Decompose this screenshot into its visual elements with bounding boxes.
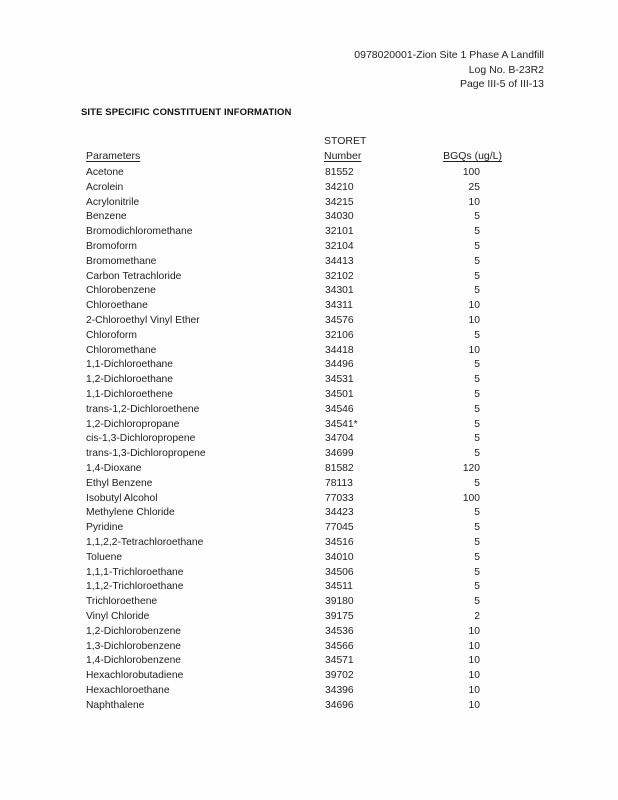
bgq-value: 10 [468,196,480,208]
bgq-value: 5 [474,285,480,297]
storet-number: 77033 [325,492,354,504]
table-row [0,329,618,344]
parameter-name: Chlorobenzene [86,285,156,297]
bgq-value: 25 [468,181,480,193]
table-row [0,358,618,373]
storet-number: 34301 [325,285,354,297]
parameter-name: Bromomethane [86,255,157,267]
storet-number: 34311 [325,300,353,312]
section-title: SITE SPECIFIC CONSTITUENT INFORMATION [81,107,292,118]
bgq-value: 5 [474,211,480,223]
parameter-name: Acrylonitrile [86,196,140,208]
table-row [0,270,618,285]
storet-label-line1: STORET [324,135,367,147]
storet-number: 34418 [325,344,354,356]
parameter-name: Pyridine [86,522,124,534]
storet-number: 32106 [325,329,354,341]
table-row [0,418,618,433]
parameter-name: Isobutyl Alcohol [86,492,158,504]
table-row [0,699,618,714]
table-row [0,181,618,196]
parameter-name: Chloromethane [86,344,157,356]
table-row [0,462,618,477]
storet-number: 34210 [325,181,354,193]
storet-number: 34704 [325,433,354,445]
parameter-name: 1,1-Dichloroethane [86,359,174,371]
parameter-name: 1,3-Dichlorobenzene [86,640,182,652]
storet-label-line2: Number [324,150,362,162]
bgq-value: 10 [468,699,480,711]
parameter-name: Toluene [86,551,123,563]
storet-number: 34413 [325,255,354,267]
table-row [0,492,618,507]
parameter-name: trans-1,2-Dichloroethene [86,403,200,415]
table-row [0,506,618,521]
bgq-value: 100 [462,492,480,504]
table-row [0,314,618,329]
bgq-value: 5 [474,329,480,341]
table-row [0,684,618,699]
bgq-value: 10 [468,314,480,326]
bgq-value: 5 [474,596,480,608]
parameter-name: 1,1,2,2-Tetrachloroethane [86,536,204,548]
storet-number: 32102 [325,270,354,282]
bgq-value: 5 [474,403,480,415]
storet-number: 34396 [325,684,354,696]
storet-number: 34516 [325,536,354,548]
storet-number: 78113 [325,477,353,489]
bgq-value: 5 [474,477,480,489]
table-row [0,551,618,566]
parameter-name: Ethyl Benzene [86,477,153,489]
bgq-value: 5 [474,255,480,267]
parameters-label: Parameters [86,150,141,162]
bgq-value: 5 [474,581,480,593]
storet-number: 34010 [325,551,354,563]
parameter-name: Hexachloroethane [86,684,170,696]
bgq-value: 10 [468,344,480,356]
storet-number: 34423 [325,507,354,519]
bgq-value: 5 [474,418,480,430]
storet-number: 34506 [325,566,354,578]
table-row [0,536,618,551]
storet-number: 34531 [325,374,354,386]
bgq-value: 5 [474,388,480,400]
parameter-name: Trichloroethene [86,596,158,608]
parameter-name: 1,2-Dichloropropane [86,418,180,430]
constituent-table [0,166,618,713]
table-row [0,344,618,359]
storet-number: 81582 [325,462,354,474]
parameter-name: trans-1,3-Dichloropropene [86,448,206,460]
bgq-value: 10 [468,684,480,696]
storet-number: 34546 [325,403,354,415]
table-row [0,654,618,669]
bgq-value: 5 [474,226,480,238]
table-row [0,225,618,240]
parameter-name: 1,4-Dioxane [86,462,142,474]
bgq-value: 5 [474,448,480,460]
parameter-name: Methylene Chloride [86,507,175,519]
parameter-name: cis-1,3-Dichloropropene [86,433,196,445]
storet-number: 39175 [325,610,354,622]
storet-number: 34571 [325,655,354,667]
parameter-name: Hexachlorobutadiene [86,670,184,682]
storet-number: 81552 [325,167,354,178]
table-row [0,299,618,314]
storet-number: 32101 [325,226,354,238]
table-row [0,388,618,403]
table-row [0,521,618,536]
storet-number: 34541* [325,418,358,430]
parameter-name: 1,2-Dichloroethane [86,374,174,386]
bgq-value: 5 [474,270,480,282]
bgq-value: 10 [468,300,480,312]
parameter-name: Bromodichloromethane [86,226,193,238]
storet-number: 34566 [325,640,354,652]
bgq-value: 120 [462,462,480,474]
table-row [0,284,618,299]
parameter-name: 1,1-Dichloroethene [86,388,174,400]
bgq-value: 5 [474,566,480,578]
storet-number: 34030 [325,211,354,223]
storet-number: 34576 [325,314,354,326]
column-header-bgqs [432,149,502,164]
bgq-value: 10 [468,670,480,682]
table-row [0,432,618,447]
storet-number: 34215 [325,196,354,208]
parameter-name: Carbon Tetrachloride [86,270,182,282]
storet-number: 34536 [325,625,354,637]
parameter-name: Chloroethane [86,300,148,312]
bgq-value: 5 [474,551,480,563]
storet-number: 34511 [325,581,353,593]
page-number: Page III-5 of III-13 [459,78,544,90]
bgq-value: 5 [474,522,480,534]
table-row [0,595,618,610]
storet-number: 39180 [325,596,354,608]
table-row [0,580,618,595]
parameter-name: Vinyl Chloride [86,610,150,622]
table-row [0,210,618,225]
column-header-parameters [86,149,140,164]
bgq-value: 10 [468,625,480,637]
table-row [0,255,618,270]
table-row [0,669,618,684]
storet-number: 34696 [325,699,354,711]
log-number: Log No. B-23R2 [468,63,544,76]
parameter-name: Bromoform [86,240,137,252]
parameter-name: 1,1,1-Trichloroethane [86,566,184,578]
bgq-value: 5 [474,536,480,548]
bgq-value: 2 [474,610,480,622]
bgq-value: 5 [474,507,480,519]
storet-number: 32104 [325,240,354,252]
bgqs-label: BGQs (ug/L) [443,150,502,162]
table-row [0,166,618,181]
table-row [0,477,618,492]
parameter-name: 2-Chloroethyl Vinyl Ether [86,314,200,326]
table-row [0,403,618,418]
table-row [0,625,618,640]
storet-number: 34501 [325,388,354,400]
document-header [354,48,544,92]
parameter-name: Acrolein [86,181,124,193]
table-row [0,196,618,211]
table-row [0,447,618,462]
parameter-name: 1,4-Dichlorobenzene [86,655,182,667]
storet-number: 34699 [325,448,354,460]
bgq-value: 5 [474,374,480,386]
bgq-value: 10 [468,655,480,667]
parameter-name: Naphthalene [86,699,145,711]
parameter-name: 1,2-Dichlorobenzene [86,625,182,637]
table-row [0,640,618,655]
bgq-value: 100 [462,167,480,178]
document-id: 0978020001-Zion Site 1 Phase A Landfill [354,49,544,61]
parameter-name: Benzene [86,211,127,223]
storet-number: 34496 [325,359,354,371]
column-header-storet [324,134,366,164]
parameter-name: Chloroform [86,329,137,341]
bgq-value: 5 [474,240,480,252]
storet-number: 77045 [325,522,354,534]
parameter-name: 1,1,2-Trichloroethane [86,581,184,593]
table-row [0,240,618,255]
table-row [0,566,618,581]
bgq-value: 10 [468,640,480,652]
bgq-value: 5 [474,359,480,371]
storet-number: 39702 [325,670,354,682]
bgq-value: 5 [474,433,480,445]
table-row [0,373,618,388]
parameter-name: Acetone [86,167,124,178]
table-row [0,610,618,625]
